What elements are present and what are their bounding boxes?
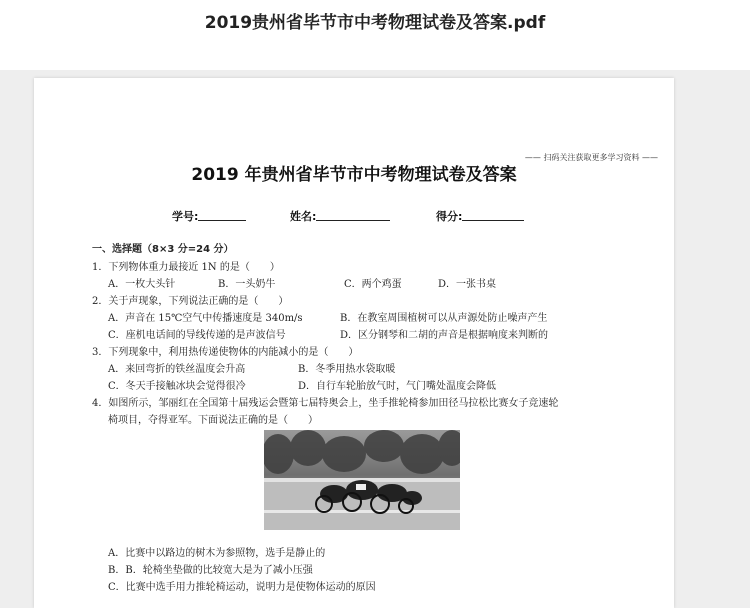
option-a: A．一枚大头针 [108,279,176,290]
blank-line [198,208,246,221]
option-b: B．在教室周围植树可以从声源处防止噪声产生 [340,313,548,324]
score-label: 得分: [436,210,463,223]
document-page [34,78,674,608]
option-b: B．冬季用热水袋取暖 [298,364,396,375]
wheelchair-race-photo [264,430,460,530]
question-4-option-a: A．比赛中以路边的树木为参照物，选手是静止的 [108,548,326,559]
student-no-field [172,208,198,224]
question-3-stem: 3．下列现象中，利用热传递使物体的内能减小的是（ ） [92,347,359,358]
exam-title: 2019 年贵州省毕节市中考物理试卷及答案 [191,165,517,185]
title-bar [0,0,750,70]
question-4-stem-line2: 椅项目，夺得亚军。下面说法正确的是（ ） [108,415,318,426]
qr-note: —— 扫码关注获取更多学习资料 —— [524,153,658,162]
question-4-option-b: B．B．轮椅坐垫做的比较宽大是为了减小压强 [108,565,313,576]
student-no-label: 学号: [172,210,199,223]
section-heading: 一、选择题（8×3 分=24 分） [92,244,234,255]
option-b: B．一头奶牛 [218,279,276,290]
option-c: C．座机电话间的导线传递的是声波信号 [108,330,286,341]
option-d: D．区分钢琴和二胡的声音是根据响度来判断的 [340,330,549,341]
option-a: A．来回弯折的铁丝温度会升高 [108,364,246,375]
option-c: C．两个鸡蛋 [344,279,402,290]
score-field [436,208,462,224]
option-d: D．一张书桌 [438,279,497,290]
blank-line [462,208,524,221]
option-c: C．冬天手接触冰块会觉得很冷 [108,381,246,392]
question-1-stem: 1．下列物体重力最接近 1N 的是（ ） [92,262,280,273]
name-field [290,208,316,224]
blank-line [316,208,390,221]
question-4-stem-line1: 4．如图所示，邹丽红在全国第十届残运会暨第七届特奥会上，坐手推轮椅参加田径马拉松比赛女子竞速轮 [92,398,559,409]
question-4-option-c: C．比赛中选手用力推轮椅运动，说明力是使物体运动的原因 [108,582,376,593]
option-d: D．自行车轮胎放气时，气门嘴处温度会降低 [298,381,497,392]
name-label: 姓名: [290,210,317,223]
option-a: A．声音在 15℃空气中传播速度是 340m/s [108,313,303,324]
question-2-stem: 2．关于声现象，下列说法正确的是（ ） [92,296,289,307]
file-title: 2019贵州省毕节市中考物理试卷及答案.pdf [204,13,546,33]
